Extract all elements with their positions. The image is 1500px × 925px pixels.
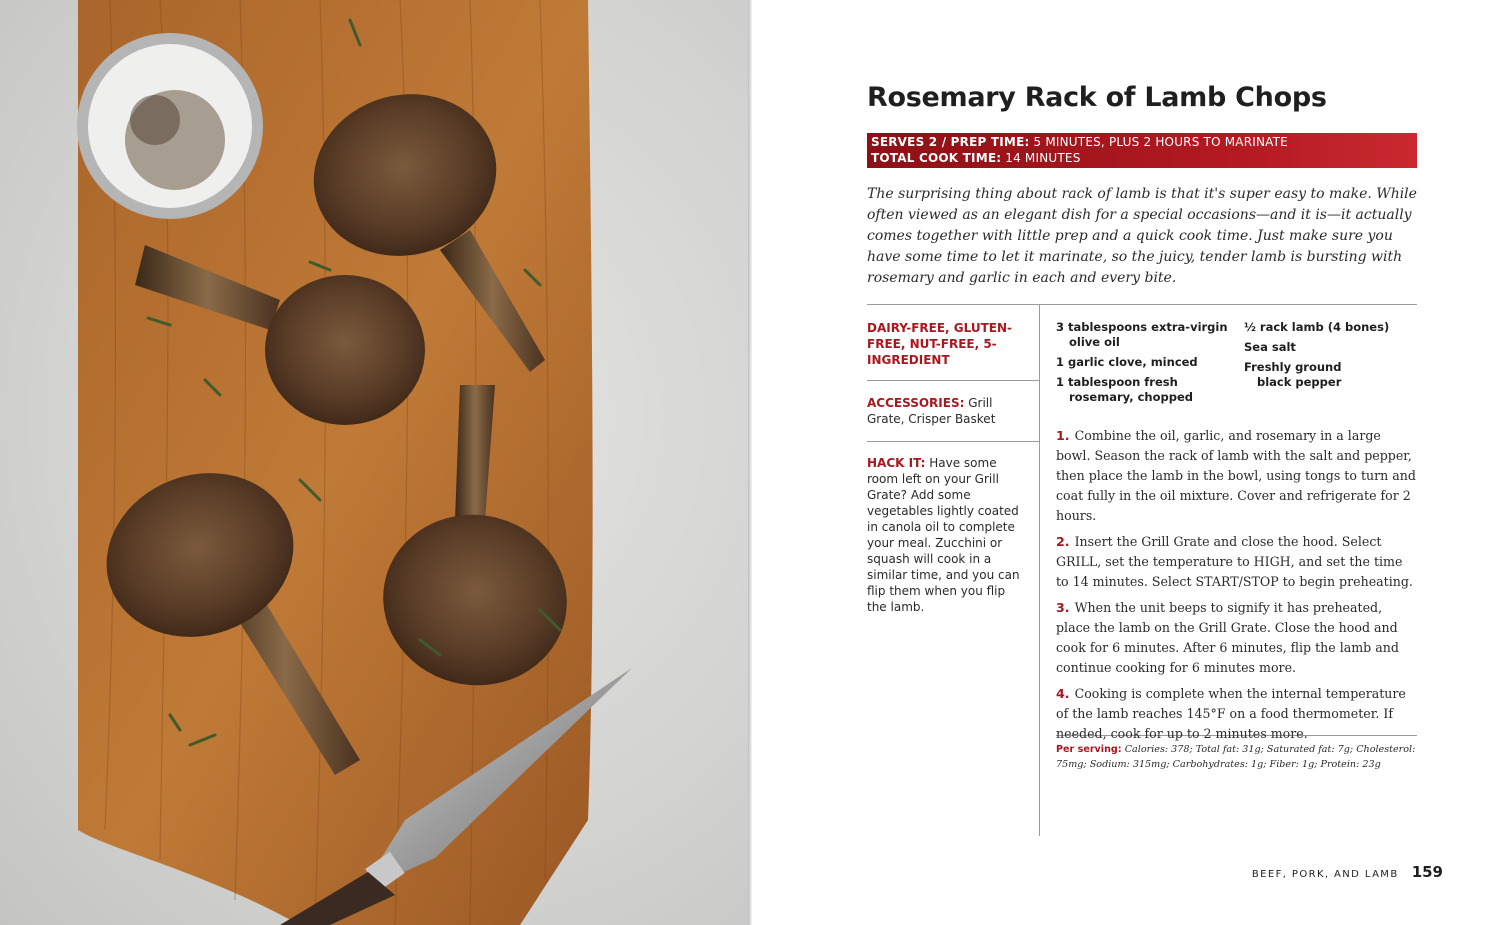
- ingredient-item: 3 tablespoons extra-virgin olive oil: [1056, 320, 1228, 349]
- nutrition-text: Calories: 378; Total fat: 31g; Saturated fat: 7g; Cholesterol: 75mg; Sodium: 315mg; Carbohydrates: 1g; Fiber: 1g; Protein: 23g: [1056, 744, 1416, 770]
- cook-time-line: [871, 150, 1417, 166]
- hack-text: Have some room left on your Grill Grate? Add some vegetables lightly coated in canola oil to complete your meal. Zucchini or squash will cook in a similar time, and you can flip them when you flip the lamb.: [867, 456, 1020, 614]
- ingredients-right: [1244, 320, 1414, 395]
- step-number: 3.: [1056, 600, 1070, 615]
- step-2: [1056, 532, 1418, 592]
- recipe-meta-bar: [867, 133, 1417, 168]
- accessories-value: Grill Grate, Crisper Basket: [867, 396, 996, 426]
- nutrition-info: [1056, 742, 1418, 772]
- divider-vertical: [1039, 304, 1040, 836]
- serves-prep-label: SERVES 2 / PREP TIME:: [871, 135, 1030, 149]
- accessories: [867, 395, 1033, 427]
- divider-side-2: [867, 441, 1039, 442]
- ingredient-item: Sea salt: [1244, 340, 1296, 354]
- recipe-title: Rosemary Rack of Lamb Chops: [867, 82, 1327, 113]
- divider-side-1: [867, 380, 1039, 381]
- lamb-chop: [265, 275, 425, 425]
- ingredient-item: 1 tablespoon fresh rosemary, chopped: [1056, 375, 1194, 404]
- step-text: Combine the oil, garlic, and rosemary in a large bowl. Season the rack of lamb with the salt and pepper, then place the lamb in the bowl, using tongs to turn and coat fully in the oil mixture. Cover and refrigerate for 2 hours.: [1056, 428, 1416, 523]
- section-name: BEEF, PORK, AND LAMB: [1251, 869, 1399, 880]
- nutrition-label: Per serving:: [1056, 744, 1122, 755]
- step-text: Cooking is complete when the internal temperature of the lamb reaches 145°F on a food thermometer. If needed, cook for up to 2 minutes more.: [1056, 686, 1406, 741]
- step-text: When the unit beeps to signify it has preheated, place the lamb on the Grill Grate. Close the hood and cook for 6 minutes. After 6 minutes, flip the lamb and continue cooking for 6 minutes more.: [1056, 600, 1399, 675]
- step-number: 1.: [1056, 428, 1070, 443]
- step-text: Insert the Grill Grate and close the hood. Select GRILL, set the temperature to HIGH, and set the time to 14 minutes. Select START/STOP to begin preheating.: [1056, 534, 1413, 589]
- step-number: 2.: [1056, 534, 1070, 549]
- page-number: 159: [1411, 863, 1443, 881]
- ingredients-left: [1056, 320, 1236, 410]
- recipe-intro: The surprising thing about rack of lamb is that it's super easy to make. While often viewed as an elegant dish for a special occasions—and it is—it actually comes together with little prep and a quick cook time. Just make sure you have some time to let it marinate, so the juicy, tender lamb is bursting with rosemary and garlic in each and every bite.: [867, 186, 1417, 286]
- page-footer: [1252, 862, 1443, 881]
- serves-prep-value: 5 MINUTES, PLUS 2 HOURS TO MARINATE: [1033, 135, 1288, 149]
- step-1: [1056, 426, 1418, 526]
- cook-time-value: 14 MINUTES: [1005, 151, 1081, 165]
- accessories-label: ACCESSORIES:: [867, 396, 965, 410]
- ingredient-item: ½ rack lamb (4 bones): [1244, 320, 1390, 334]
- ingredient-item: 1 garlic clove, minced: [1056, 355, 1198, 369]
- step-number: 4.: [1056, 686, 1070, 701]
- diet-tags: DAIRY-FREE, GLUTEN-FREE, NUT-FREE, 5-INGREDIENT: [867, 321, 1012, 367]
- hack-label: HACK IT:: [867, 456, 926, 470]
- ingredient-item: Freshly ground black pepper: [1244, 360, 1342, 389]
- cook-time-label: TOTAL COOK TIME:: [871, 151, 1002, 165]
- book-spine: [748, 0, 752, 925]
- step-3: [1056, 598, 1418, 678]
- hack-it: [867, 455, 1027, 615]
- recipe-steps: [1056, 426, 1418, 750]
- step-4: [1056, 684, 1418, 744]
- divider-top: [867, 304, 1417, 305]
- serves-prep-line: [871, 134, 1417, 150]
